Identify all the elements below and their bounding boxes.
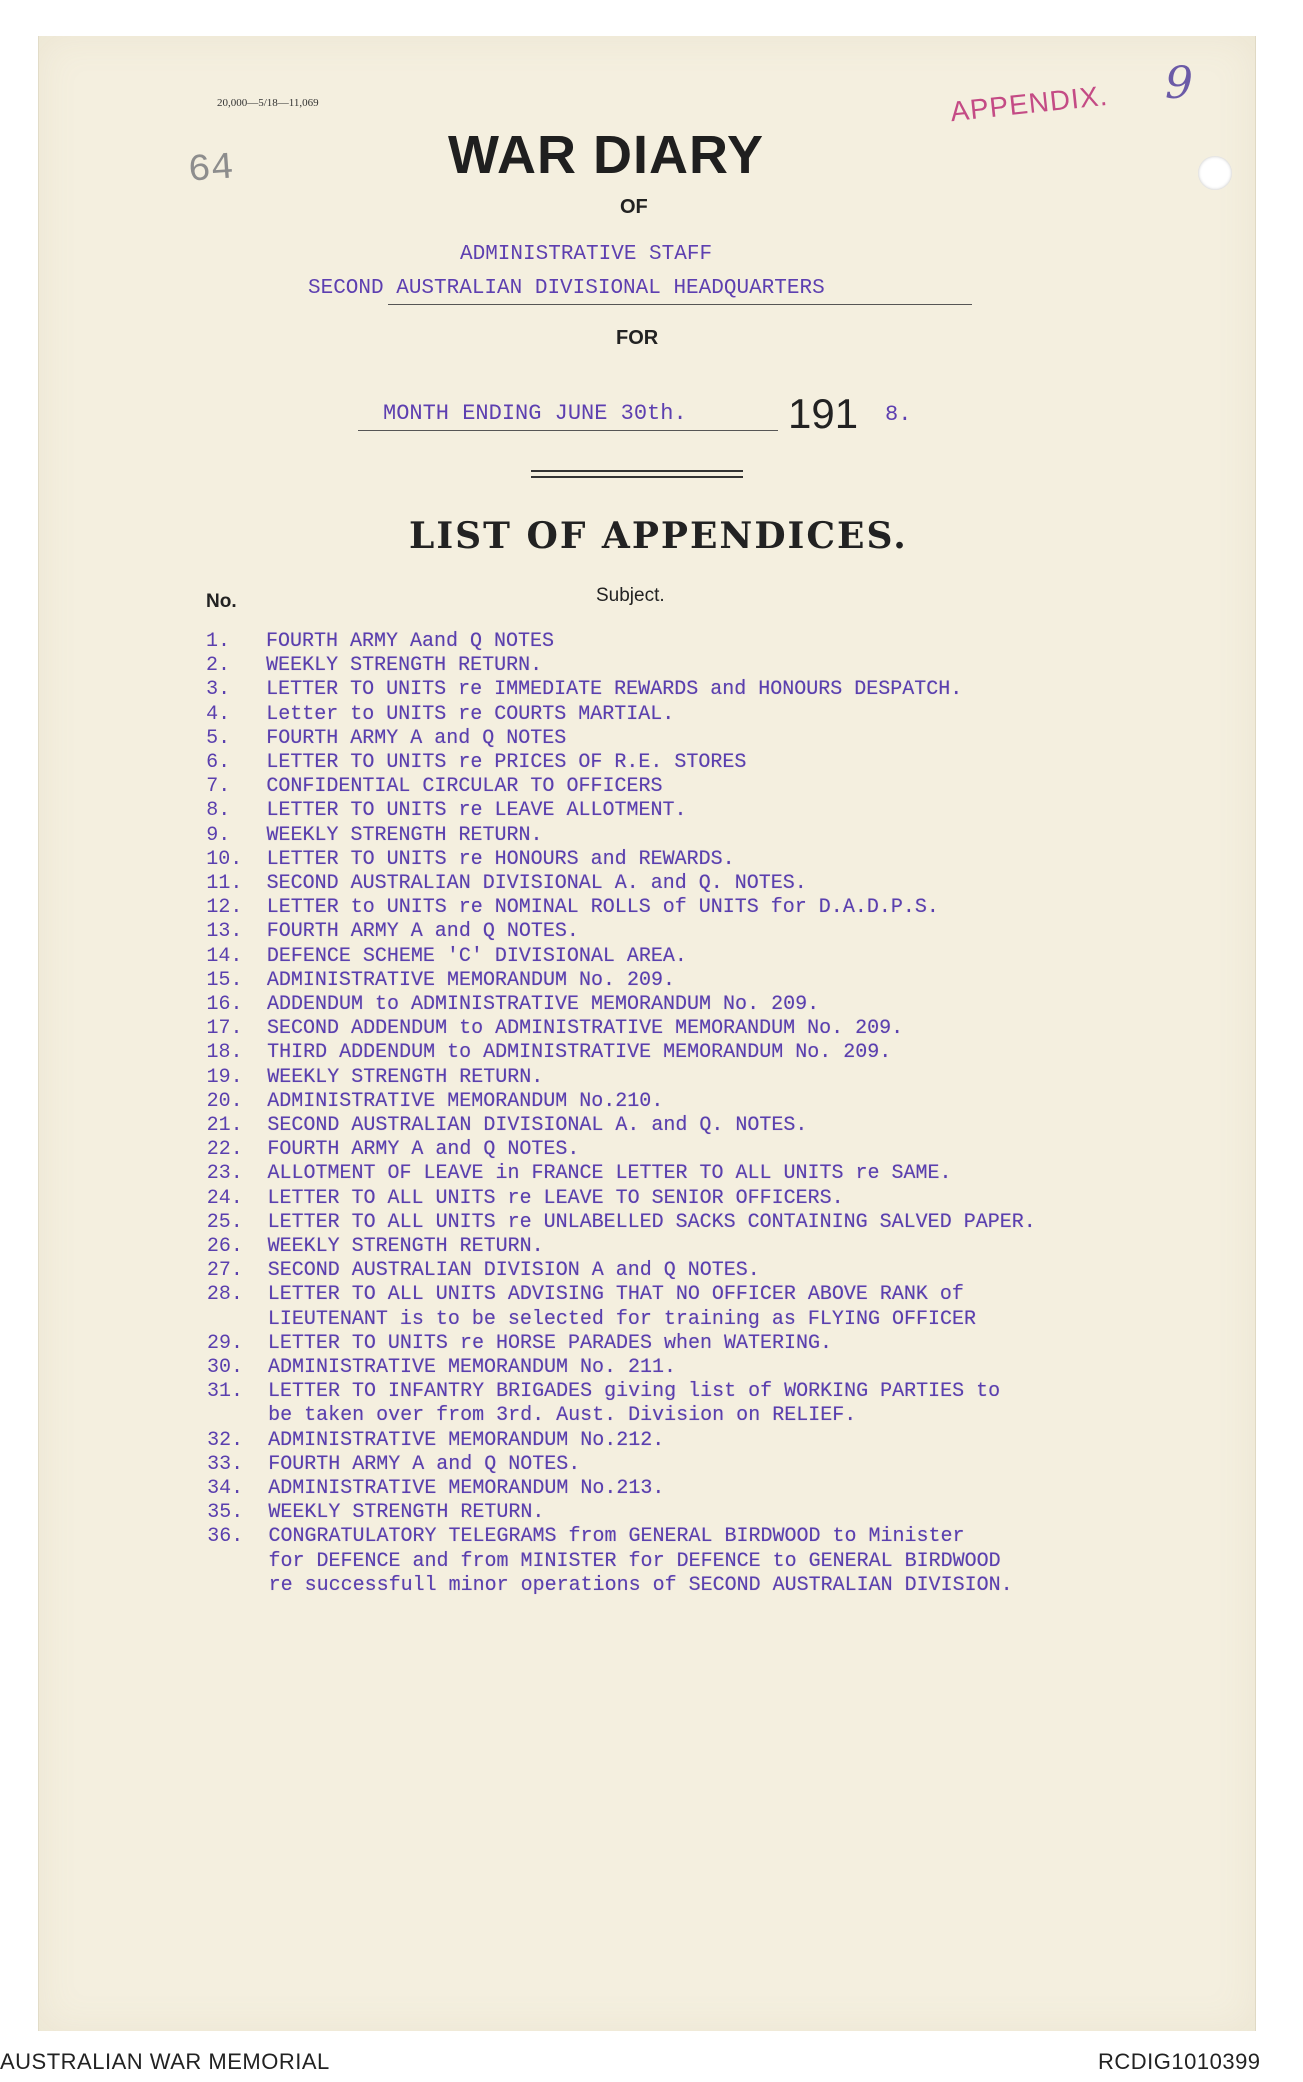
appendix-number: 25. bbox=[206, 1210, 243, 1234]
appendix-number: 2. bbox=[206, 654, 231, 678]
appendix-subject: LETTER TO INFANTRY BRIGADES giving list of WORKING PARTIES to bbox=[268, 1380, 1001, 1404]
appendix-number: 12. bbox=[206, 896, 243, 920]
appendix-number: 19. bbox=[206, 1065, 243, 1089]
pencil-page-number: 64 bbox=[186, 146, 236, 193]
appendix-number: 6. bbox=[206, 751, 231, 774]
appendix-number: 33. bbox=[207, 1452, 244, 1476]
appendix-number: 13. bbox=[206, 920, 243, 944]
appendix-subject: be taken over from 3rd. Aust. Division on RELIEF. bbox=[268, 1404, 857, 1428]
appendix-number: 3. bbox=[206, 678, 231, 702]
column-header-no: No. bbox=[206, 591, 237, 612]
appendix-subject: LETTER TO ALL UNITS ADVISING THAT NO OFFICER ABOVE RANK of bbox=[267, 1283, 964, 1307]
appendix-number: 23. bbox=[206, 1162, 243, 1186]
double-rule-bottom bbox=[531, 476, 743, 478]
appendix-subject: ADDENDUM to ADMINISTRATIVE MEMORANDUM No. 209. bbox=[266, 993, 820, 1016]
appendix-subject: LETTER TO UNITS re PRICES OF R.E. STORES bbox=[266, 751, 747, 774]
unit-underline bbox=[388, 304, 972, 305]
year-typed: 8. bbox=[885, 402, 912, 427]
appendix-subject: FOURTH ARMY A and Q NOTES bbox=[266, 726, 567, 750]
appendix-number: 1. bbox=[206, 630, 231, 653]
appendix-subject: CONGRATULATORY TELEGRAMS from GENERAL BIRDWOOD to Minister bbox=[268, 1525, 965, 1549]
appendix-number: 9. bbox=[206, 823, 231, 847]
appendix-number: 22. bbox=[206, 1138, 243, 1162]
appendix-number: 11. bbox=[206, 872, 243, 895]
appendix-subject: DEFENCE SCHEME 'C' DIVISIONAL AREA. bbox=[266, 944, 687, 968]
unit-name-line-1: ADMINISTRATIVE STAFF bbox=[460, 243, 713, 266]
double-rule-top bbox=[531, 470, 743, 472]
appendix-subject: for DEFENCE and from MINISTER for DEFENCE to GENERAL BIRDWOOD bbox=[268, 1549, 1001, 1573]
archive-reference: RCDIG1010399 bbox=[1098, 2049, 1261, 2074]
appendices-heading: LIST OF APPENDICES. bbox=[409, 515, 908, 557]
appendix-subject: LETTER to UNITS re NOMINAL ROLLS of UNITS for D.A.D.P.S. bbox=[266, 896, 939, 920]
appendix-number: 24. bbox=[206, 1186, 243, 1210]
print-code: 20,000—5/18—11,069 bbox=[217, 97, 319, 109]
appendix-subject: WEEKLY STRENGTH RETURN. bbox=[268, 1501, 545, 1525]
appendix-subject: ADMINISTRATIVE MEMORANDUM No. 209. bbox=[266, 968, 675, 992]
punch-hole bbox=[1198, 156, 1232, 190]
appendix-number: 10. bbox=[206, 847, 243, 871]
appendix-subject: FOURTH ARMY A and Q NOTES. bbox=[267, 1138, 580, 1162]
appendix-subject: Letter to UNITS re COURTS MARTIAL. bbox=[266, 702, 675, 726]
appendix-subject: WEEKLY STRENGTH RETURN. bbox=[266, 823, 543, 847]
appendix-subject: FOURTH ARMY Aand Q NOTES bbox=[266, 630, 555, 653]
sheet-number: 9 bbox=[1165, 58, 1193, 109]
appendix-number: 28. bbox=[206, 1283, 243, 1307]
appendix-subject: THIRD ADDENDUM to ADMINISTRATIVE MEMORANDUM No. 209. bbox=[267, 1041, 892, 1065]
appendix-subject: re successfull minor operations of SECOND AUSTRALIAN DIVISION. bbox=[268, 1573, 1013, 1597]
appendix-subject: CONFIDENTIAL CIRCULAR TO OFFICERS bbox=[266, 775, 663, 799]
of-label: OF bbox=[620, 196, 648, 218]
appendix-subject: WEEKLY STRENGTH RETURN. bbox=[266, 654, 543, 678]
appendix-number: 20. bbox=[206, 1089, 243, 1113]
appendix-number: 7. bbox=[206, 775, 231, 799]
appendix-number: 27. bbox=[206, 1259, 243, 1283]
appendix-subject: LETTER TO UNITS re IMMEDIATE REWARDS and HONOURS DESPATCH. bbox=[266, 678, 963, 702]
for-label: FOR bbox=[616, 327, 659, 349]
appendix-number: 26. bbox=[206, 1235, 243, 1258]
month-ending: MONTH ENDING JUNE 30th. bbox=[383, 401, 687, 426]
appendix-subject: ADMINISTRATIVE MEMORANDUM No.213. bbox=[268, 1477, 665, 1500]
appendix-subject: ALLOTMENT OF LEAVE in FRANCE LETTER TO ALL UNITS re SAME. bbox=[267, 1162, 952, 1186]
appendix-subject: SECOND AUSTRALIAN DIVISIONAL A. and Q. NOTES. bbox=[267, 1114, 808, 1137]
appendix-subject: LETTER TO UNITS re LEAVE ALLOTMENT. bbox=[266, 799, 687, 823]
appendix-number: 16. bbox=[206, 993, 243, 1016]
appendix-subject: LETTER TO ALL UNITS re LEAVE TO SENIOR OFFICERS. bbox=[267, 1186, 844, 1210]
appendix-number: 34. bbox=[207, 1477, 244, 1500]
appendix-subject: FOURTH ARMY A and Q NOTES. bbox=[266, 920, 579, 944]
appendix-number: 14. bbox=[206, 944, 243, 968]
appendix-subject: SECOND AUSTRALIAN DIVISION A and Q NOTES. bbox=[267, 1259, 760, 1283]
appendix-number: 4. bbox=[206, 702, 231, 726]
appendix-stamp: APPENDIX. bbox=[948, 79, 1110, 128]
unit-name-line-2: SECOND AUSTRALIAN DIVISIONAL HEADQUARTERS bbox=[308, 277, 825, 300]
appendix-number: 18. bbox=[206, 1041, 243, 1065]
appendix-subject: ADMINISTRATIVE MEMORANDUM No. 211. bbox=[267, 1356, 677, 1379]
appendix-subject: LETTER TO UNITS re HORSE PARADES when WATERING. bbox=[267, 1331, 832, 1355]
appendix-number: 31. bbox=[207, 1380, 244, 1404]
appendix-subject: LETTER TO UNITS re HONOURS and REWARDS. bbox=[266, 847, 735, 871]
appendix-number: 21. bbox=[206, 1114, 243, 1137]
appendix-number: 29. bbox=[206, 1331, 243, 1355]
appendix-subject: ADMINISTRATIVE MEMORANDUM No.210. bbox=[267, 1089, 664, 1113]
appendix-subject: LIEUTENANT is to be selected for training as FLYING OFFICER bbox=[267, 1307, 976, 1331]
appendix-number: 30. bbox=[206, 1356, 243, 1379]
appendix-subject: WEEKLY STRENGTH RETURN. bbox=[267, 1065, 544, 1089]
month-underline bbox=[358, 430, 778, 431]
document-title: WAR DIARY bbox=[448, 125, 764, 185]
appendix-subject: SECOND AUSTRALIAN DIVISIONAL A. and Q. NOTES. bbox=[266, 872, 807, 895]
year-printed: 191 bbox=[788, 390, 859, 437]
appendix-number: 8. bbox=[206, 799, 231, 823]
appendix-number: 36. bbox=[207, 1525, 244, 1549]
appendix-subject: WEEKLY STRENGTH RETURN. bbox=[267, 1235, 544, 1258]
appendix-number: 15. bbox=[206, 968, 243, 992]
archive-credit: AUSTRALIAN WAR MEMORIAL bbox=[0, 2049, 330, 2074]
appendix-subject: LETTER TO ALL UNITS re UNLABELLED SACKS CONTAINING SALVED PAPER. bbox=[267, 1210, 1036, 1234]
column-header-subject: Subject. bbox=[596, 585, 665, 606]
appendix-subject: SECOND ADDENDUM to ADMINISTRATIVE MEMORANDUM No. 209. bbox=[267, 1017, 904, 1041]
appendix-number: 5. bbox=[206, 726, 231, 750]
appendix-number: 35. bbox=[207, 1501, 244, 1525]
appendix-number: 32. bbox=[207, 1428, 244, 1452]
appendix-number: 17. bbox=[206, 1017, 243, 1041]
appendix-subject: FOURTH ARMY A and Q NOTES. bbox=[268, 1452, 581, 1476]
appendix-subject: ADMINISTRATIVE MEMORANDUM No.212. bbox=[268, 1428, 665, 1452]
